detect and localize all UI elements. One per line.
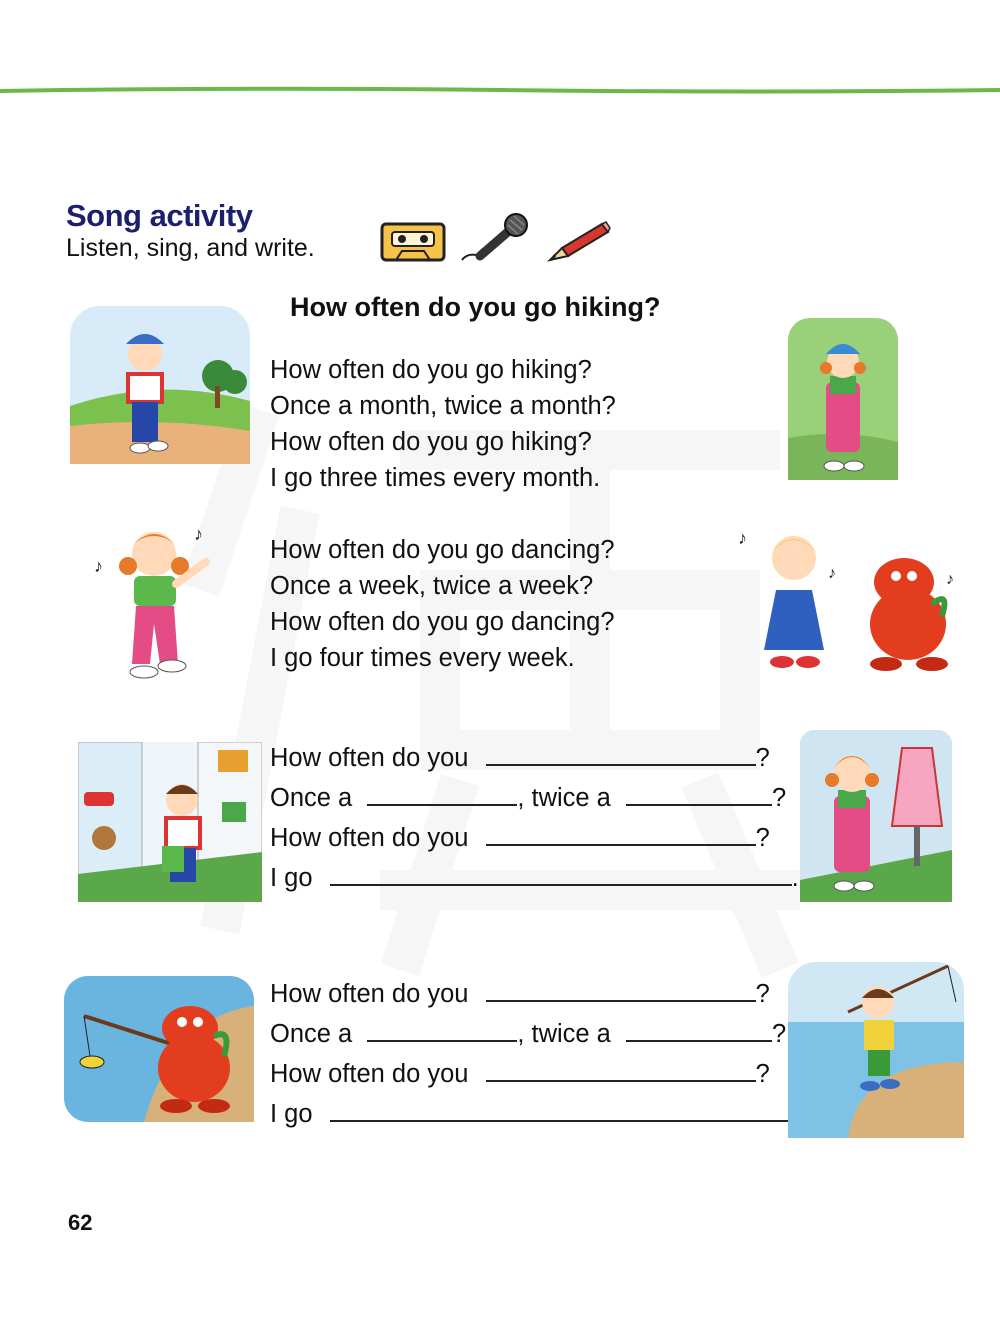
answer-blank[interactable] bbox=[486, 746, 756, 766]
boy-fishing-illustration bbox=[788, 962, 964, 1138]
lyric-line: How often do you go hiking? bbox=[270, 428, 592, 456]
prompt-text: I go bbox=[270, 1100, 313, 1128]
pencil-icon bbox=[546, 218, 612, 262]
cassette-tape-icon bbox=[380, 222, 446, 262]
girl-and-dinosaur-dancing-illustration bbox=[736, 520, 964, 676]
prompt-text: I go bbox=[270, 864, 313, 892]
prompt-text: , twice a bbox=[517, 784, 611, 812]
answer-blank[interactable] bbox=[626, 1022, 772, 1042]
svg-text:♪: ♪ bbox=[738, 528, 747, 548]
answer-blank[interactable] bbox=[486, 826, 756, 846]
question-mark: ? bbox=[771, 1020, 787, 1048]
lyric-line: I go four times every week. bbox=[270, 644, 575, 672]
verse-2 bbox=[270, 532, 615, 676]
question-mark: ? bbox=[755, 744, 770, 772]
question-mark: ? bbox=[755, 824, 770, 852]
answer-blank[interactable] bbox=[367, 786, 517, 806]
period-mark: . bbox=[791, 864, 799, 892]
svg-text:♪: ♪ bbox=[946, 571, 954, 588]
answer-blank[interactable] bbox=[330, 866, 792, 886]
instruction-text: Listen, sing, and write. bbox=[66, 234, 315, 262]
prompt-text: , twice a bbox=[517, 1020, 611, 1048]
fill-in-block-2 bbox=[270, 980, 800, 1140]
verse-1 bbox=[270, 352, 616, 496]
lyric-line: How often do you go hiking? bbox=[270, 356, 592, 384]
lyric-line: I go three times every month. bbox=[270, 464, 601, 492]
top-rule bbox=[0, 84, 1000, 98]
dinosaur-fishing-illustration bbox=[64, 976, 254, 1122]
section-title: Song activity bbox=[66, 198, 253, 233]
girl-hiking-illustration bbox=[788, 318, 898, 480]
boy-shopping-illustration bbox=[78, 742, 262, 902]
answer-blank[interactable] bbox=[330, 1102, 792, 1122]
question-mark: ? bbox=[755, 980, 770, 1008]
svg-text:♪: ♪ bbox=[828, 565, 836, 582]
prompt-text: How often do you bbox=[270, 980, 469, 1008]
song-title: How often do you go hiking? bbox=[290, 292, 661, 322]
lyric-line: Once a month, twice a month? bbox=[270, 392, 616, 420]
boy-hiking-illustration bbox=[70, 306, 250, 464]
girl-at-store-illustration bbox=[800, 730, 952, 902]
svg-text:♪: ♪ bbox=[94, 556, 103, 576]
lyric-line: How often do you go dancing? bbox=[270, 536, 615, 564]
fill-in-block-1 bbox=[270, 744, 800, 904]
microphone-icon bbox=[458, 212, 534, 264]
prompt-text: How often do you bbox=[270, 1060, 469, 1088]
svg-text:♪: ♪ bbox=[194, 524, 203, 544]
lyric-line: Once a week, twice a week? bbox=[270, 572, 594, 600]
question-mark: ? bbox=[755, 1060, 770, 1088]
question-mark: ? bbox=[771, 784, 787, 812]
lyric-line: How often do you go dancing? bbox=[270, 608, 615, 636]
prompt-text: How often do you bbox=[270, 824, 469, 852]
answer-blank[interactable] bbox=[486, 1062, 756, 1082]
prompt-text: Once a bbox=[270, 1020, 353, 1048]
answer-blank[interactable] bbox=[626, 786, 772, 806]
prompt-text: Once a bbox=[270, 784, 353, 812]
page-number: 62 bbox=[68, 1210, 93, 1235]
answer-blank[interactable] bbox=[367, 1022, 517, 1042]
prompt-text: How often do you bbox=[270, 744, 469, 772]
girl-dancing-illustration bbox=[88, 514, 228, 686]
answer-blank[interactable] bbox=[486, 982, 756, 1002]
